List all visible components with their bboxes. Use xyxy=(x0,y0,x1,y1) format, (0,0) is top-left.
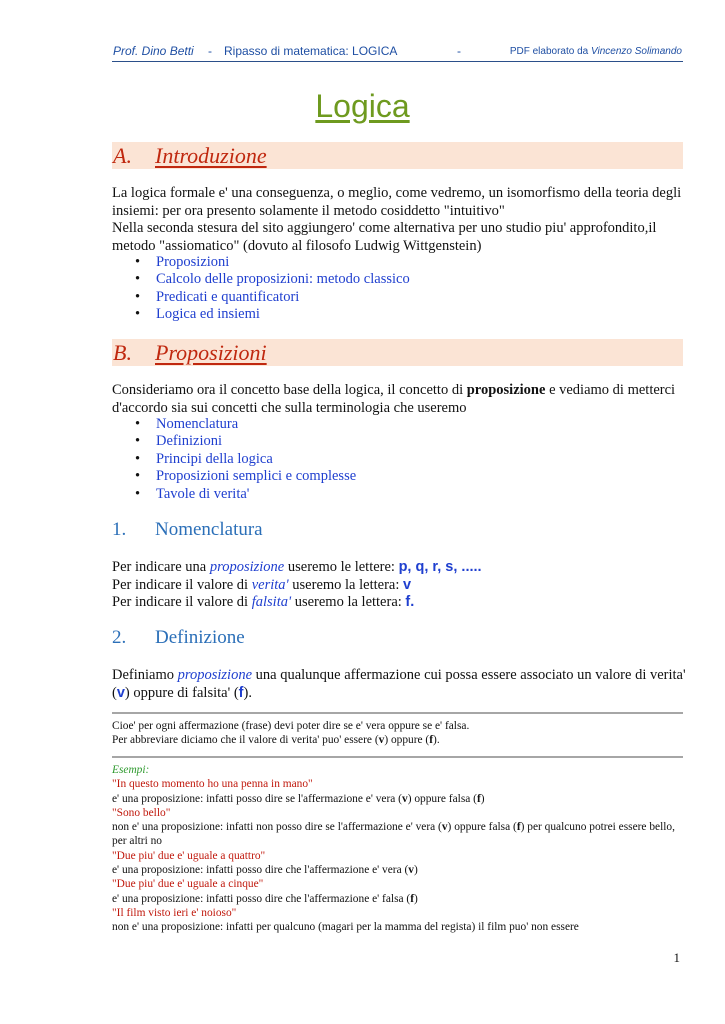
section-heading-introduzione: A. Introduzione xyxy=(112,142,683,169)
link-principi-logica[interactable]: • Principi della logica xyxy=(135,451,356,468)
page-title: Logica xyxy=(315,88,410,124)
section-title: Introduzione xyxy=(155,143,267,168)
intro-link-list xyxy=(135,254,410,324)
section-title: Proposizioni xyxy=(155,340,267,365)
divider xyxy=(112,712,683,714)
definizione-paragraph: Definiamo proposizione una qualunque affermazione cui possa essere associato un valore di verita' (v) oppure di falsita' (f). xyxy=(112,667,686,701)
nomenclatura-lines: Per indicare una proposizione useremo le lettere: p, q, r, s, ..... Per indicare il valore di verita' useremo la lettera: v Per indicare il valore di falsita' useremo la lettera: f. xyxy=(112,559,482,610)
link-proposizioni-semplici[interactable]: • Proposizioni semplici e complesse xyxy=(135,468,356,485)
proposizioni-paragraph: Consideriamo ora il concetto base della logica, il concetto di proposizione e vediamo di metterci d'accordo sia sui concetti che sulla terminologia che useremo xyxy=(112,382,676,416)
page-number: 1 xyxy=(673,950,680,965)
header-dash: - xyxy=(457,44,461,58)
definizione-note: Cioe' per ogni affermazione (frase) devi poter dire se e' vera oppure se e' falsa. Per abbreviare diciamo che il valore di verita' puo' essere (v) oppure (f). xyxy=(112,720,470,747)
section-heading-proposizioni: B. Proposizioni xyxy=(112,339,683,366)
header-author: Prof. Dino Betti xyxy=(113,44,194,58)
proposizioni-link-list xyxy=(135,416,356,503)
link-proposizioni[interactable]: • Proposizioni xyxy=(135,254,410,271)
header-topic: Ripasso di matematica: LOGICA xyxy=(224,44,398,58)
link-nomenclatura[interactable]: • Nomenclatura xyxy=(135,416,356,433)
link-predicati-quantificatori[interactable]: • Predicati e quantificatori xyxy=(135,289,410,306)
esempi-label: Esempi: xyxy=(112,764,150,776)
esempi-block: Esempi: "In questo momento ho una penna in mano" e' una proposizione: infatti posso dire se l'affermazione e' vera (v) oppure falsa (f) "Sono bello" non e' una proposizione: infatti non posso dire se l'affermazione e' vera (v) oppure falsa (f) per qualcuno potrei essere bello, per altri no "Due piu' due e' uguale a quattro" e' una proposizione: infatti posso dire che l'affermazione e' vera (v) "Due piu' due e' uguale a cinque" e' una proposizione: infatti posso dire che l'affermazione e' falsa (f) "Il film visto ieri e' noioso" non e' una proposizione: infatti per qualcuno (magari per la mamma del regista) il film puo' non essere xyxy=(112,763,687,935)
link-logica-insiemi[interactable]: • Logica ed insiemi xyxy=(135,306,410,323)
header-pdf-credit: PDF elaborato da Vincenzo Solimando xyxy=(509,46,682,57)
page-header xyxy=(112,43,683,62)
intro-paragraph: La logica formale e' una conseguenza, o meglio, come vedremo, un isomorfismo della teoria degli insiemi: per ora presento solamente il metodo cosiddetto "intuitivo" Nella seconda stesura del sito aggiungero' come alternativa per uno studio piu' approfondito,il metodo "assiomatico" (dovuto al filosofo Ludwig Wittgenstein) xyxy=(112,185,682,254)
divider xyxy=(112,756,683,758)
link-definizioni[interactable]: • Definizioni xyxy=(135,433,356,450)
link-tavole-verita[interactable]: • Tavole di verita' xyxy=(135,486,356,503)
header-dash: - xyxy=(208,44,212,58)
link-calcolo-proposizioni[interactable]: • Calcolo delle proposizioni: metodo classico xyxy=(135,271,410,288)
